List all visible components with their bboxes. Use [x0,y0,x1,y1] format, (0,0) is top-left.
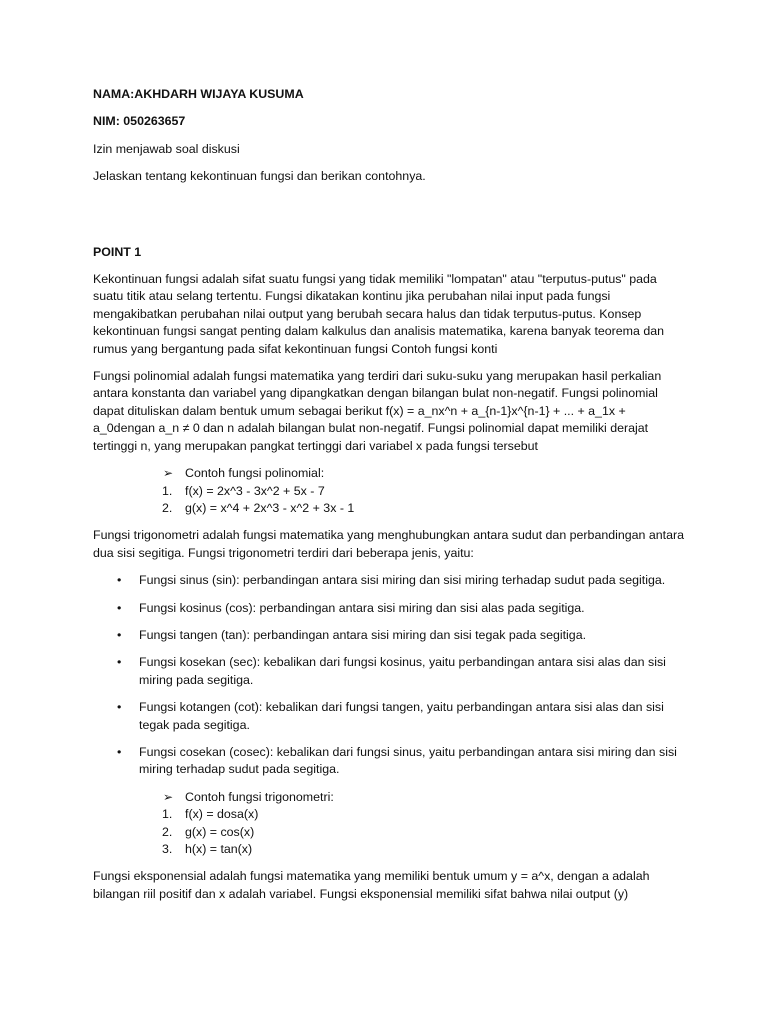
list-item-text: Fungsi cosekan (cosec): kebalikan dari fungsi sinus, yaitu perbandingan antara sisi miring dan sisi miring terhadap sudut pada segitiga. [139,744,677,777]
list-item [93,483,688,500]
bullet-dot-icon: • [117,655,122,670]
list-number: 2. [162,500,173,515]
list-item [93,841,688,858]
student-nim: NIM: 050263657 [93,114,186,129]
list-item-text: f(x) = 2x^3 - 3x^2 + 5x - 7 [185,483,325,498]
student-name: NAMA:AKHDARH WIJAYA KUSUMA [93,87,304,101]
trig-example-block [93,789,688,859]
spacer [93,196,688,244]
list-item-text: Fungsi sinus (sin): perbandingan antara sisi miring dan sisi miring terhadap sudut pada segitiga. [139,573,666,588]
list-number: 2. [162,824,173,839]
trig-example-list [93,806,688,858]
list-item-text: g(x) = cos(x) [185,824,255,839]
list-item-text: Fungsi kosinus (cos): perbandingan antara sisi miring dan sisi alas pada segitiga. [139,600,585,615]
list-item [93,824,688,841]
list-item [93,654,688,689]
polynomial-example-block [93,465,688,517]
bullet-dot-icon: • [117,627,122,642]
list-number: 3. [162,842,173,856]
arrow-bullet-icon: ➢ [163,466,174,481]
list-item [93,806,688,823]
list-item-text: h(x) = tan(x) [185,842,253,856]
polynomial-example-heading [93,465,688,482]
list-item [93,699,688,734]
trig-types-list [93,572,688,779]
list-item [93,572,688,589]
intro-line: Izin menjawab soal diskusi [93,141,240,156]
list-item [93,627,688,644]
paragraph-continuity: Kekontinuan fungsi adalah sifat suatu fungsi yang tidak memiliki "lompatan" atau "terputus-putus" pada suatu titik atau selang tertentu. Fungsi dikatakan kontinu jika perubahan nilai input pada fungsi mengakibatkan perubahan nilai output yang berubah secara halus dan tidak terputus-putus. Konsep kekontinuan fungsi sangat penting dalam kalkulus dan analisis matematika, karena banyak teorema dan rumus yang bergantung pada sifat kekontinuan fungsi Contoh fungsi konti [93,272,665,356]
bullet-dot-icon: • [117,600,122,615]
polynomial-example-heading-text: Contoh fungsi polinomial: [185,466,325,481]
bullet-dot-icon: • [117,744,122,759]
question-line: Jelaskan tentang kekontinuan fungsi dan berikan contohnya. [93,169,426,184]
trig-example-heading-text: Contoh fungsi trigonometri: [185,789,334,804]
list-item-text: Fungsi kotangen (cot): kebalikan dari fungsi tangen, yaitu perbandingan antara sisi alas dan sisi tegak pada segitiga. [139,700,664,732]
list-item [93,744,688,779]
list-item-text: g(x) = x^4 + 2x^3 - x^2 + 3x - 1 [185,500,355,515]
list-item-text: Fungsi kosekan (sec): kebalikan dari fungsi kosinus, yaitu perbandingan antara sisi alas dan sisi miring pada segitiga. [139,655,666,687]
section-title: POINT 1 [93,244,142,259]
polynomial-example-list [93,483,688,518]
bullet-dot-icon: • [117,700,122,715]
bullet-dot-icon: • [117,573,122,588]
paragraph-exponential: Fungsi eksponensial adalah fungsi matematika yang memiliki bentuk umum y = a^x, dengan a adalah bilangan riil positif dan x adalah variabel. Fungsi eksponensial memiliki sifat bahwa nilai output (y) [93,869,650,901]
list-item-text: f(x) = dosa(x) [185,807,259,822]
list-item [93,600,688,617]
list-number: 1. [162,807,173,822]
list-item [93,500,688,517]
trig-example-heading [93,789,688,806]
paragraph-trigonometry: Fungsi trigonometri adalah fungsi matematika yang menghubungkan antara sudut dan perbandingan antara dua sisi segitiga. Fungsi trigonometri terdiri dari beberapa jenis, yaitu: [93,528,685,560]
arrow-bullet-icon: ➢ [163,789,174,804]
list-number: 1. [162,483,173,498]
list-item-text: Fungsi tangen (tan): perbandingan antara sisi miring dan sisi tegak pada segitiga. [139,627,587,642]
paragraph-polynomial: Fungsi polinomial adalah fungsi matematika yang terdiri dari suku-suku yang merupakan hasil perkalian antara konstanta dan variabel yang dipangkatkan dengan bilangan bulat non-negatif. Fungsi polinomial dapat dituliskan dalam bentuk umum sebagai berikut f(x) = a_nx^n + a_{n-1}x^{n-1} + ... + a_1x + a_0dengan a_n ≠ 0 dan n adalah bilangan bulat non-negatif. Fungsi polinomial dapat memiliki derajat tertinggi n, yang merupakan pangkat tertinggi dari variabel x pada fungsi tersebut [93,369,662,453]
